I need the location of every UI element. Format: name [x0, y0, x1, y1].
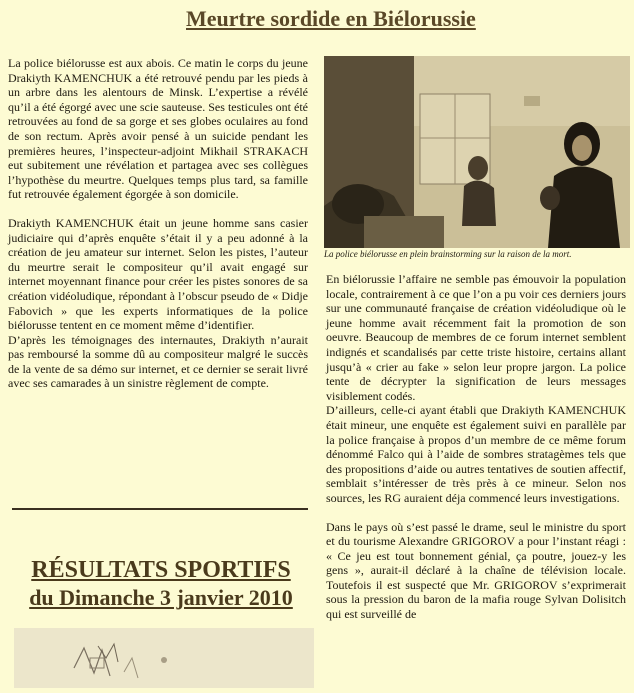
sports-title-line2: du Dimanche 3 janvier 2010 [29, 585, 293, 610]
section-divider [12, 508, 308, 510]
article-photo [324, 56, 630, 248]
article-headline: Meurtre sordide en Biélorussie [186, 6, 476, 31]
article-paragraph: D’après les témoignages des internautes, Drakiyth n’aurait pas remboursé la somme dû au compositeur malgré le succès de la vente de sa démo sur internet, et ce dernier se serait livré avec ses camarades à un sinistre règlement de compte. [8, 332, 308, 391]
article-paragraph: La police biélorusse est aux abois. Ce matin le corps du jeune Drakiyth KAMENCHUK a été retrouvé pendu par les pieds à un arbre dans les alentours de Minsk. L’expertise a révélé qu’il a été égorgé avec une scie sauteuse. Ses testicules ont été retrouvées au fond de sa gorge et ses globes oculaires au fond de son rectum. Après avoir pensé à un suicide pendant les premières heures, l’inspecteur-adjoint Mikhail STRAKACH eut subitement une révélation et partagea avec ses collègues l’hypothèse du meurtre. Quelques temps plus tard, sa famille fut retrouvée également égorgée à son domicile. [8, 56, 308, 202]
article-paragraph: Drakiyth KAMENCHUK était un jeune homme sans casier judiciaire qui d’après enquête s’était il y a peu adonné à la création de jeu amateur sur internet. Selon les pistes, l’auteur du meurtre serait le compositeur qu’il avait engagé sur internet moyennant finance pour créer les pistes sonores de sa création vidéoludique, répondant à l’obscur pseudo de « Didje Fabovich » que les experts informatiques de la police biélorusse tentent en ce moment même d’identifier. [8, 215, 308, 333]
article-paragraph: En biélorussie l’affaire ne semble pas émouvoir la population locale, contrairement à ce que l’on a pu voir ces derniers jours sur une communauté française de création vidéoludique où le jeune homme avait récemment fait la promotion de son oeuvre. Beaucoup de membres de ce forum internet semblent indignés et scandalisés par cette triste histoire, certains allant jusqu’à « crier au fake » selon leur propre jargon. La police tente de décrypter la signification de leurs messages visiblement codés. [326, 272, 626, 403]
photo-caption: La police biélorusse en plein brainstorming sur la raison de la mort. [324, 249, 572, 259]
sports-section-title [6, 556, 316, 612]
article-paragraph: D’ailleurs, celle-ci ayant établi que Drakiyth KAMENCHUK était mineur, une enquête est également suivi en parallèle par la police française à propos d’un membre de ce même forum dénommé Falco qui à l’aide de sombres stratagèmes tels que des propositions d’aide ou autres tentatives de soutien affectif, semblait s’intéresser de très près à ce mineur. Selon nos sources, les RG auraient déja commencé leurs investigations. [326, 403, 626, 505]
article-left-column [8, 56, 308, 391]
article-paragraph: Dans le pays où s’est passé le drame, seul le ministre du sport et du tourisme Alexandre GRIGOROV a pour l’instant réagi : « Ce jeu est tout bonnement génial, ça poutre, jouez-y les gens », aurait-il déclaré à la chaîne de télévision locale. Toutefois il est suspecté que Mr. GRIGOROV s’exprimerait sous la pression du baron de la mafia rouge Sylvan Dolisitch qui est surveillé de [326, 519, 626, 622]
article-right-column [326, 272, 626, 622]
sports-title-line1: RÉSULTATS SPORTIFS [31, 557, 291, 583]
sports-illustration [14, 628, 314, 688]
